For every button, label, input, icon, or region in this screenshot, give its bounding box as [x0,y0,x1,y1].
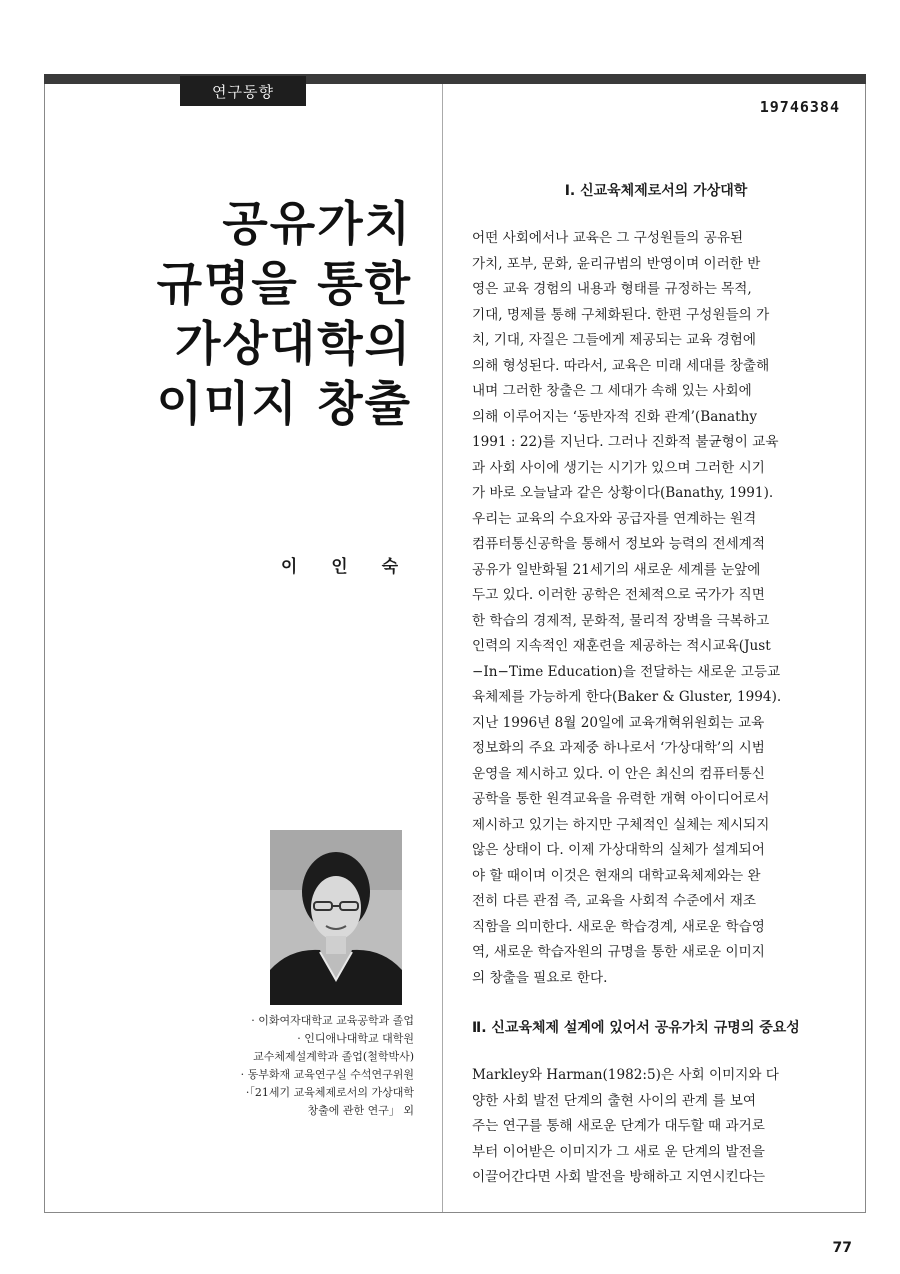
text-line: 영은 교육 경험의 내용과 형태를 규정하는 목적, [472,281,752,297]
body-column [472,180,840,1191]
author-photo [270,830,402,1005]
text-line: 의해 형성된다. 따라서, 교육은 미래 세대를 창출해 [472,357,770,374]
text-line: 육체제를 가능하게 한다(Baker & Gluster, 1994). [472,689,782,705]
bio-line: 창출에 관한 연구」 외 [307,1104,414,1117]
text-line: −In−Time Education)을 전달하는 새로운 고등교 [472,663,781,680]
text-line: 한 학습의 경제적, 문화적, 물리적 장벽을 극복하고 [472,612,770,629]
text-line: 의 창출을 필요로 한다. [472,969,608,986]
text-line: 치, 기대, 자질은 그들에게 제공되는 교육 경험에 [472,332,757,348]
text-line: 1991 : 22)를 지닌다. 그러나 진화적 불균형이 교육 [472,434,779,450]
text-line: 내며 그러한 창출은 그 세대가 속해 있는 사회에 [472,383,752,399]
bio-line: · 동부화재 교육연구실 수석연구위원 [240,1068,414,1081]
text-line: 컴퓨터통신공학을 통해서 정보와 능력의 전세계적 [472,536,766,552]
text-line: 부터 이어받은 이미지가 그 새로 운 단계의 발전을 [472,1143,765,1160]
header-bar [44,74,866,84]
document-number: 19746384 [759,98,840,116]
text-line: 주는 연구를 통해 새로운 단계가 대두할 때 과거로 [472,1118,765,1134]
text-line: 기대, 명제를 통해 구체화된다. 한편 구성원들의 가 [472,306,770,323]
bio-line: · 인디애나대학교 대학원 [297,1032,414,1045]
text-line: 야 할 때이며 이것은 현재의 대학교육체제와는 완 [472,867,761,884]
text-line: 운영을 제시하고 있다. 이 안은 최신의 컴퓨터통신 [472,765,765,782]
text-line: 지난 1996년 8월 20일에 교육개혁위원회는 교육 [472,714,765,731]
section-2-heading: Ⅱ. 신교육체제 설계에 있어서 공유가치 규명의 중요성 [472,1020,800,1036]
text-line: 않은 상태이 다. 이제 가상대학의 실체가 설계되어 [472,842,765,858]
left-border [44,84,45,1212]
article-title [157,195,412,435]
author-bio [241,1012,414,1120]
column-divider [442,84,443,1212]
text-line: 의해 이루어지는 ‘동반자적 진화 관계’(Banathy [472,408,758,425]
text-line: 과 사회 사이에 생기는 시기가 있으며 그러한 시기 [472,459,765,476]
text-line: 전히 다른 관점 즉, 교육을 사회적 수준에서 재조 [472,893,757,909]
text-line: 인력의 지속적인 재훈련을 제공하는 적시교육(Just [472,638,771,654]
bio-line: 교수체제설계학과 졸업(철학박사) [253,1050,414,1063]
text-line: 직함을 의미한다. 새로운 학습경계, 새로운 학습영 [472,918,765,935]
page-number: 77 [832,1240,852,1256]
title-line: 이미지 창출 [156,377,412,432]
right-border [865,84,866,1212]
text-line: 가치, 포부, 문화, 윤리규범의 반영이며 이러한 반 [472,255,761,272]
text-line: 공학을 통한 원격교육을 유력한 개혁 아이디어로서 [472,791,770,807]
section-2-paragraph [472,1063,840,1191]
text-line: 공유가 일반화될 21세기의 새로운 세계를 눈앞에 [472,561,761,578]
text-line: 제시하고 있기는 하지만 구체적인 실체는 제시되지 [472,816,770,833]
title-line: 규명을 통한 [156,257,412,312]
bottom-border [44,1212,866,1213]
section-1-heading: Ⅰ. 신교육체제로서의 가상대학 [564,183,748,199]
text-line: 어떤 사회에서나 교육은 그 구성원들의 공유된 [472,230,744,246]
text-line: Markley와 Harman(1982:5)은 사회 이미지와 다 [472,1067,779,1083]
text-line: 역, 새로운 학습자원의 규명을 통한 새로운 이미지 [472,944,765,960]
author-portrait [270,830,402,1005]
title-line: 공유가치 [222,197,412,252]
author-name: 이 인 숙 [280,557,412,577]
text-line: 이끌어간다면 사회 발전을 방해하고 지연시킨다는 [472,1169,766,1185]
section-1-paragraph-1 [472,226,840,711]
bio-line: · 이화여자대학교 교육공학과 졸업 [251,1014,414,1027]
bio-line: ·「21세기 교육체제로서의 가상대학 [245,1086,414,1099]
text-line: 정보화의 주요 과제중 하나로서 ‘가상대학’의 시범 [472,740,765,756]
text-line: 우리는 교육의 수요자와 공급자를 연계하는 원격 [472,510,757,527]
title-line: 가상대학의 [174,317,412,372]
text-line: 가 바로 오늘날과 같은 상황이다(Banathy, 1991). [472,485,774,501]
text-line: 두고 있다. 이러한 공학은 전체적으로 국가가 직면 [472,587,765,603]
section-tab: 연구동향 [180,76,306,106]
section-1-paragraph-2 [472,711,840,992]
text-line: 양한 사회 발전 단계의 출현 사이의 관계 를 보여 [472,1092,757,1109]
